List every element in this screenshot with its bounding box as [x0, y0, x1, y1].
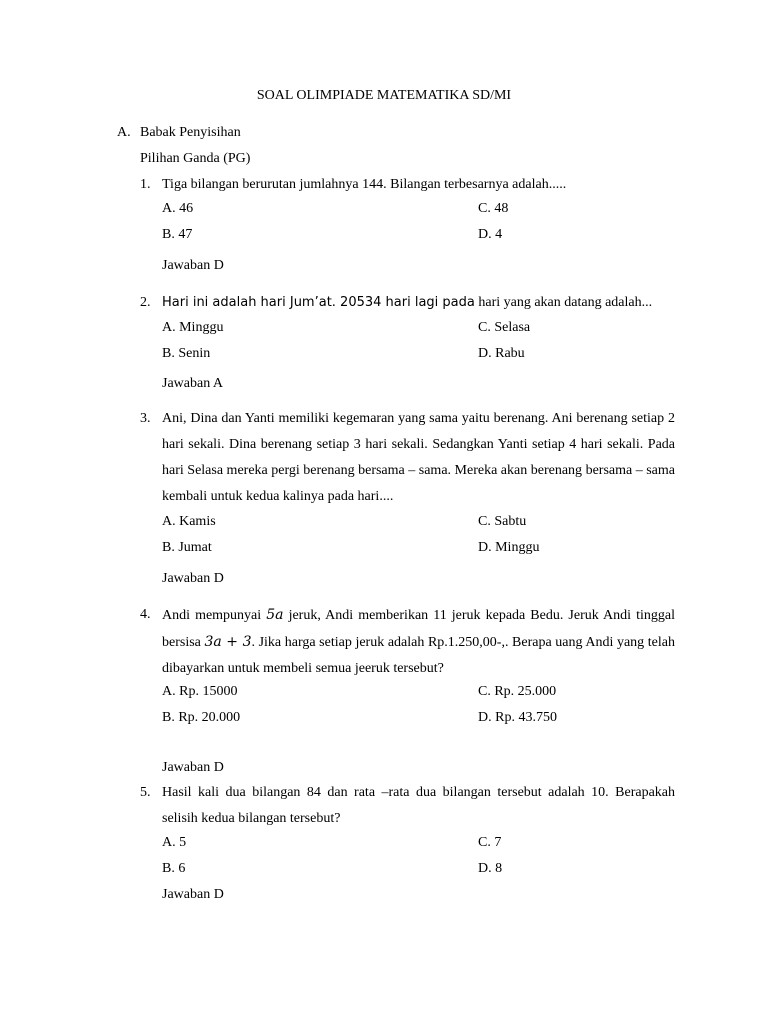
page-title: SOAL OLIMPIADE MATEMATIKA SD/MI — [256, 88, 512, 103]
question-text: Hasil kali dua bilangan 84 dan rata –rata dua bilangan tersebut adalah 10. Berapakah selisih kedua bilangan tersebut? — [162, 785, 675, 826]
option-a: A. Kamis — [162, 514, 216, 529]
question-number: 3. — [140, 411, 151, 426]
question-number: 4. — [140, 607, 151, 622]
option-c: C. Rp. 25.000 — [478, 684, 557, 699]
option-a: A. 46 — [162, 201, 194, 216]
option-d: D. 4 — [478, 227, 503, 242]
option-b: B. 6 — [162, 861, 186, 876]
option-a: A. Rp. 15000 — [162, 684, 238, 699]
question-text-part: Andi mempunyai — [162, 608, 267, 623]
option-a: A. 5 — [162, 835, 187, 850]
answer-text: Jawaban D — [162, 571, 224, 586]
answer-text: Jawaban D — [162, 258, 224, 273]
option-d: D. 8 — [478, 861, 503, 876]
option-b: B. Senin — [162, 346, 211, 361]
answer-text: Jawaban D — [162, 760, 224, 775]
math-expression: 3a + 3 — [204, 634, 252, 650]
option-c: C. 7 — [478, 835, 502, 850]
section-letter: A. — [117, 125, 131, 140]
question-number: 1. — [140, 177, 151, 192]
question-number: 2. — [140, 295, 151, 310]
question-text — [162, 602, 675, 682]
option-a: A. Minggu — [162, 320, 224, 335]
question-text-part: . Jika harga setiap jeruk adalah Rp.1.250,00-,. Berapa uang Andi yang telah dibayarkan untuk membeli semua jeeruk tersebut? — [162, 635, 675, 676]
option-c: C. Selasa — [478, 320, 531, 335]
answer-text: Jawaban D — [162, 887, 224, 902]
answer-text: Jawaban A — [162, 376, 224, 391]
question-text — [162, 294, 675, 312]
question-text-part: hari yang akan datang adalah... — [474, 295, 653, 310]
question-text-part: Hari ini adalah hari Jum’at. 20534 hari lagi pada — [162, 295, 475, 310]
question-text: Tiga bilangan berurutan jumlahnya 144. Bilangan terbesarnya adalah..... — [162, 177, 567, 192]
question-text-part: jeruk, Andi memberikan 11 jeruk kepada Bedu. Jeruk Andi tinggal bersisa — [162, 608, 675, 650]
section-subtitle: Pilihan Ganda (PG) — [140, 151, 251, 166]
option-b: B. Rp. 20.000 — [162, 710, 241, 725]
section-title: Babak Penyisihan — [140, 125, 241, 140]
question-text: Ani, Dina dan Yanti memiliki kegemaran yang sama yaitu berenang. Ani berenang setiap 2 hari sekali. Dina berenang setiap 3 hari sekali. Sedangkan Yanti setiap 4 hari sekali. Pada hari Selasa mereka pergi berenang bersama – sama. Mereka akan berenang bersama – sama kembali untuk kedua kalinya pada hari.... — [162, 411, 675, 504]
option-b: B. 47 — [162, 227, 193, 242]
option-c: C. Sabtu — [478, 514, 527, 529]
option-d: D. Minggu — [478, 540, 540, 555]
option-c: C. 48 — [478, 201, 509, 216]
option-b: B. Jumat — [162, 540, 212, 555]
question-number: 5. — [140, 785, 151, 800]
option-d: D. Rabu — [478, 346, 525, 361]
option-d: D. Rp. 43.750 — [478, 710, 557, 725]
math-expression: 5a — [266, 607, 284, 623]
